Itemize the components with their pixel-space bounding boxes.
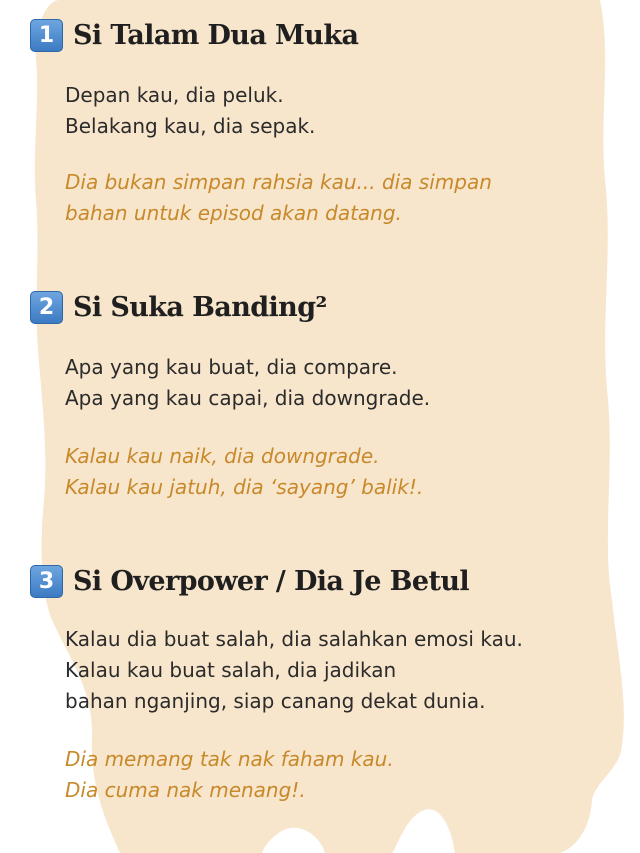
- section-3-title: Si Overpower / Dia Je Betul: [73, 565, 470, 597]
- keycap-3-icon: 3: [30, 565, 63, 598]
- section-1-heading: [30, 15, 358, 55]
- section-1-body: [65, 80, 315, 142]
- section-2-body: [65, 352, 430, 414]
- section-3-quote: [65, 744, 394, 806]
- section-3-quote-line: Dia memang tak nak faham kau.: [65, 747, 394, 771]
- section-1-quote-line: bahan untuk episod akan datang.: [65, 201, 402, 225]
- keycap-2-icon: 2: [30, 291, 63, 324]
- section-1-body-line: Depan kau, dia peluk.: [65, 83, 284, 107]
- section-1-quote: [65, 167, 492, 229]
- section-3-body-line: Kalau dia buat salah, dia salahkan emosi kau.: [65, 627, 523, 651]
- section-2-heading: [30, 287, 327, 327]
- section-3-body: [65, 624, 523, 717]
- section-2-body-line: Apa yang kau capai, dia downgrade.: [65, 386, 431, 410]
- section-2-quote-line: Kalau kau jatuh, dia ‘sayang’ balik!.: [65, 475, 424, 499]
- keycap-1-icon: 1: [30, 19, 63, 52]
- section-2-body-line: Apa yang kau buat, dia compare.: [65, 355, 398, 379]
- section-2-title: Si Suka Banding²: [73, 291, 327, 323]
- section-3-body-line: bahan nganjing, siap canang dekat dunia.: [65, 689, 486, 713]
- section-3-quote-line: Dia cuma nak menang!.: [65, 778, 306, 802]
- section-1-quote-line: Dia bukan simpan rahsia kau... dia simpan: [65, 170, 492, 194]
- section-2-quote: [65, 441, 423, 503]
- section-3-heading: [30, 561, 469, 601]
- section-2-quote-line: Kalau kau naik, dia downgrade.: [65, 444, 380, 468]
- section-3-body-line: Kalau kau buat salah, dia jadikan: [65, 658, 397, 682]
- section-1-body-line: Belakang kau, dia sepak.: [65, 114, 316, 138]
- section-1-title: Si Talam Dua Muka: [73, 19, 359, 51]
